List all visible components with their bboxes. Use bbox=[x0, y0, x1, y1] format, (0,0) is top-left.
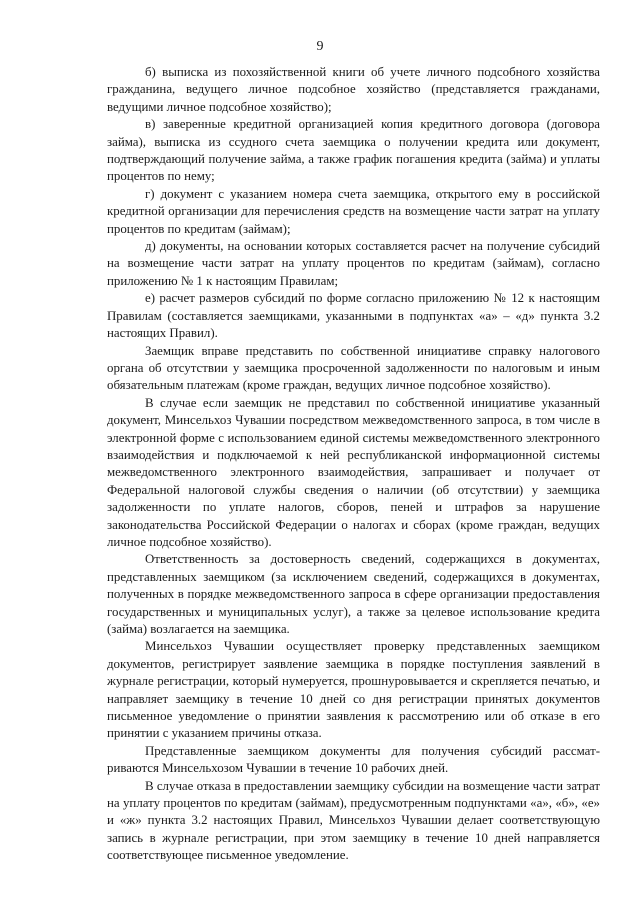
page-number: 9 bbox=[316, 39, 324, 54]
paragraph-responsibility: Ответственность за достоверность сведений, содержащихся в документах, представленных заемщиком (за исключением сведений, содержащихся в документах, полученных в порядке межведомственного запроса в сфере организации предоставления государственных и муниципальных услуг), а также за целевое использование кредита (займа) возлагается на заемщика. bbox=[107, 552, 600, 636]
paragraph-d: д) документы, на основании которых составляется расчет на получение субсидий на возмещение части затрат на уплату процентов по кредитам (займам), согласно приложению № 1 к настоящим Правилам; bbox=[107, 239, 600, 288]
paragraph-e: е) расчет размеров субсидий по форме согласно приложению № 12 к настоящим Правилам (составляется заемщиками, указанными в подпунктах «а» – «д» пункта 3.2 настоящих Правил). bbox=[107, 291, 600, 341]
document-body bbox=[107, 64, 600, 865]
paragraph-review-period: Представленные заемщиком документы для получения субсидий рассматриваются Минсельхозом Чувашии в течение 10 рабочих дней. bbox=[107, 743, 600, 776]
paragraph-v: в) заверенные кредитной организацией копия кредитного договора (договора займа), выписка из ссудного счета заемщика о получении кредита или документ, подтверждающий получение займа, а также график погашения кредита (займа) и уплаты процентов по нему; bbox=[107, 117, 600, 184]
paragraph-interagency-request: В случае если заемщик не представил по собственной инициативе указанный документ, Минсельхоз Чувашии посредством межведомственного запроса, в том числе в электронной форме с использованием единой системы межведомственного электронного взаимодействия и подключаемой к ней республиканской информационной системы межведомственного электронного взаимодействия, запрашивает и получает от Федеральной налоговой службы сведения о наличии (об отсутствии) у заемщика задолженности по уплате налогов, сборов, пеней и штрафов за нарушение законодательства Российской Федерации о налогах и сборах (кроме граждан, ведущих личное подсобное хозяйство). bbox=[107, 395, 600, 549]
paragraph-document-check: Минсельхоз Чувашии осуществляет проверку представленных заемщиком документов, регистрирует заявление заемщика в порядке поступления заявлений в журнале регистрации, который нумеруется, прошнуровывается и скрепляется печатью, и направляет заемщику в течение 10 дней со дня регистрации принятых документов письменное уведомление о принятии заявления к рассмотрению или об отказе в его принятии с указанием причины отказа. bbox=[107, 639, 600, 741]
paragraph-tax-certificate: Заемщик вправе представить по собственной инициативе справку налогового органа об отсутствии у заемщика просроченной задолженности по налоговым и иным обязательным платежам (кроме граждан, ведущих личное подсобное хозяйство). bbox=[107, 343, 600, 393]
paragraph-g: г) документ с указанием номера счета заемщика, открытого ему в российской кредитной организации для перечисления средств на возмещение части затрат на уплату процентов по кредитам (займам); bbox=[107, 186, 600, 236]
paragraph-b: б) выписка из похозяйственной книги об учете личного подсобного хозяйства гражданина, ведущего личное подсобное хозяйство (представляется гражданами, ведущими личное подсобное хозяйство); bbox=[107, 65, 600, 114]
paragraph-refusal: В случае отказа в предоставлении заемщику субсидии на возмещение части затрат на уплату процентов по кредитам (займам), предусмотренным подпунктами «а», «б», «е» и «ж» пункта 3.2 настоящих Правил, Минсельхоз Чувашии делает соответствующую запись в журнале регистрации, при этом заемщику в течение 10 дней направляется соответствующее письменное уведомление. bbox=[107, 778, 600, 863]
